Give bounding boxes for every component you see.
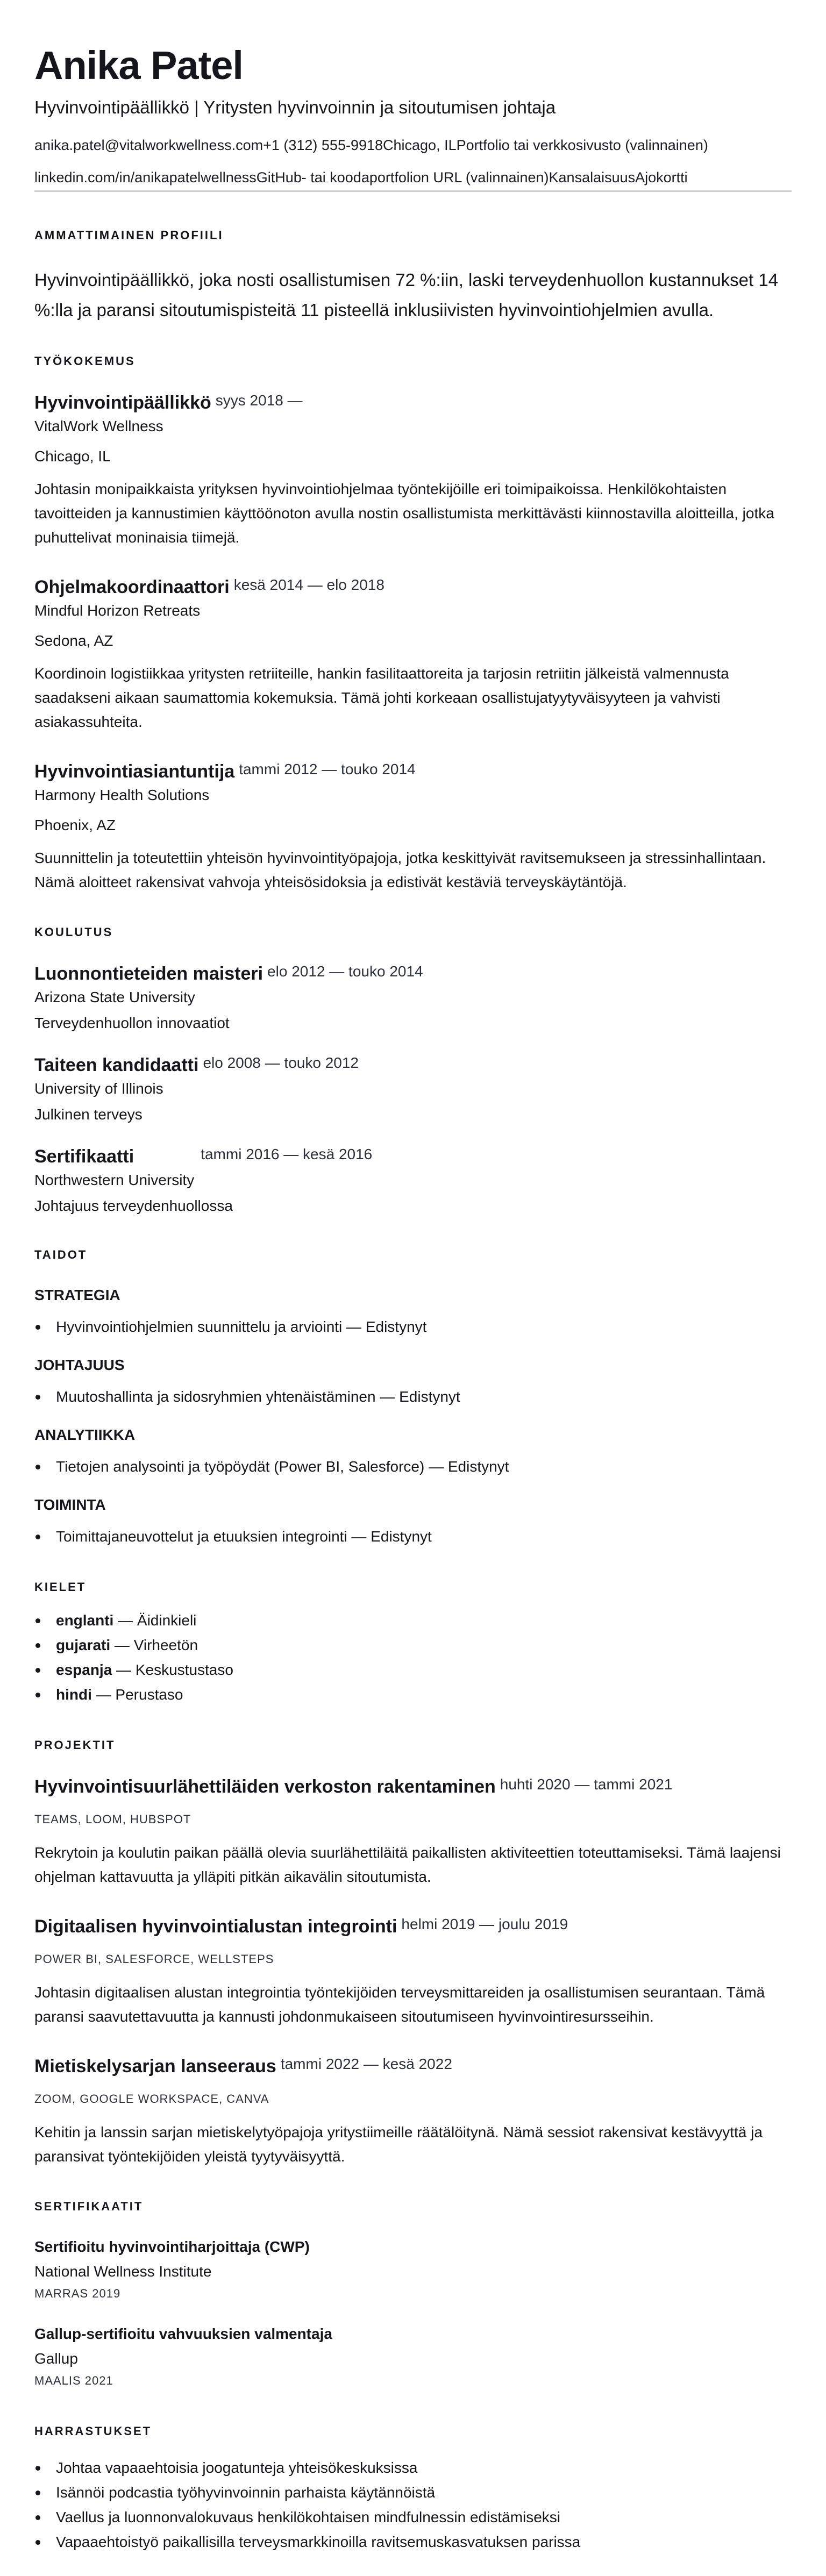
project-tech-stack: ZOOM, GOOGLE WORKSPACE, CANVA — [34, 2092, 269, 2106]
contact-linkedin[interactable]: linkedin.com/in/anikapatelwellness — [34, 169, 257, 185]
contact-drivers-license: Ajokortti — [635, 169, 688, 185]
job-description: Suunnittelin ja toteutettiin yhteisön hyvinvointityöpajoja, jotka keskittyivät ravitsemukseen ja stressinhallintaan. Nämä aloitteet rakensivat vahvoja yhteisösidoksia ja edistivät kestäviä terveyskäytäntöjä. — [34, 850, 766, 890]
job-dates: kesä 2014 — elo 2018 — [233, 576, 384, 593]
hobby-list — [34, 2456, 792, 2554]
experience-section — [34, 353, 792, 894]
experience-item — [34, 575, 792, 734]
language-item — [34, 1633, 792, 1658]
projects-section — [34, 1737, 792, 2168]
language-item — [34, 1658, 792, 1682]
certification-item — [34, 2236, 792, 2302]
education-section — [34, 924, 792, 1217]
contact-phone[interactable]: +1 (312) 555-9918 — [263, 137, 383, 153]
skill-item: Tietojen analysointi ja työpöydät (Power BI, Salesforce) — Edistynyt — [34, 1454, 792, 1479]
school-name: University of Illinois — [34, 1080, 163, 1097]
project-tech-stack: POWER BI, SALESFORCE, WELLSTEPS — [34, 1952, 274, 1966]
contact-row-primary — [34, 134, 792, 156]
profile-section — [34, 227, 792, 325]
project-item — [34, 1775, 792, 1889]
company-name: Harmony Health Solutions — [34, 787, 210, 803]
candidate-headline: Hyvinvointipäällikkö | Yritysten hyvinvoinnin ja sitoutumisen johtaja — [34, 97, 556, 117]
hobby-item: Isännöi podcastia työhyvinvoinnin parhaista käytännöistä — [34, 2480, 792, 2505]
job-location: Phoenix, AZ — [34, 817, 116, 833]
language-name: gujarati — [56, 1637, 111, 1653]
section-title: TAIDOT — [34, 1248, 88, 1261]
job-location: Chicago, IL — [34, 448, 111, 465]
field-of-study: Julkinen terveys — [34, 1106, 143, 1123]
job-title: Hyvinvointipäällikkö — [34, 393, 211, 413]
languages-section — [34, 1579, 792, 1707]
language-level: — Virheetön — [110, 1637, 198, 1653]
language-name: espanja — [56, 1661, 112, 1678]
section-title: SERTIFIKAATIT — [34, 2200, 144, 2213]
education-item — [34, 1053, 792, 1125]
project-item — [34, 2054, 792, 2168]
project-item — [34, 1915, 792, 2029]
contact-citizenship: Kansalaisuus — [549, 169, 636, 185]
certification-name: Gallup-sertifioitu vahvuuksien valmentaja — [34, 2325, 332, 2342]
project-tech-stack: TEAMS, LOOM, HUBSPOT — [34, 1813, 191, 1826]
experience-item — [34, 760, 792, 894]
education-item — [34, 1145, 792, 1217]
section-title: KOULUTUS — [34, 925, 113, 939]
job-title: Ohjelmakoordinaattori — [34, 577, 230, 597]
skill-group — [34, 1285, 792, 1339]
education-dates: tammi 2016 — kesä 2016 — [201, 1146, 373, 1162]
certification-issuer: Gallup — [34, 2350, 78, 2367]
school-name: Arizona State University — [34, 989, 195, 1005]
job-location: Sedona, AZ — [34, 632, 113, 649]
skill-category: TOIMINTA — [34, 1496, 106, 1513]
job-description: Johtasin monipaikkaista yrityksen hyvinvointiohjelmaa työntekijöille eri toimipaikoissa. Henkilökohtaisten tavoitteiden ja kannustimien käyttöönoton avulla nostin osallistumista merkittävästi kiinnostavilla aloitteilla, jotka puhuttelivat moninaisia tiimejä. — [34, 481, 774, 546]
certification-item — [34, 2323, 792, 2389]
degree-title: Luonnontieteiden maisteri — [34, 964, 264, 984]
school-name: Northwestern University — [34, 1172, 195, 1188]
candidate-name: Anika Patel — [34, 43, 243, 88]
section-title: PROJEKTIT — [34, 1738, 116, 1752]
project-description: Rekrytoin ja koulutin paikan päällä olevia suurlähettiläitä paikallisten aktiviteettien toteuttamiseksi. Tämä laajensi ohjelman kattavuutta ja ylläpiti pitkän aikavälin sitoutumista. — [34, 1844, 781, 1885]
skill-group — [34, 1354, 792, 1409]
project-name: Digitaalisen hyvinvointialustan integrointi — [34, 1916, 397, 1937]
language-level: — Äidinkieli — [113, 1612, 197, 1629]
contact-row-secondary — [34, 167, 792, 188]
company-name: Mindful Horizon Retreats — [34, 602, 201, 619]
skill-item: Hyvinvointiohjelmien suunnittelu ja arviointi — Edistynyt — [34, 1315, 792, 1339]
section-title: AMMATTIMAINEN PROFIILI — [34, 229, 224, 242]
skill-group — [34, 1494, 792, 1549]
contact-portfolio[interactable]: Portfolio tai verkkosivusto (valinnainen) — [456, 137, 708, 153]
project-description: Kehitin ja lanssin sarjan mietiskelytyöpajoja yritystiimeille räätälöitynä. Nämä sessiot rakensivat kestävyyttä ja paransivat työntekijöiden yleistä tyytyväisyyttä. — [34, 2124, 763, 2165]
language-name: englanti — [56, 1612, 114, 1629]
contact-email[interactable]: anika.patel@vitalworkwellness.com — [34, 137, 264, 153]
language-item — [34, 1608, 792, 1633]
job-title: Hyvinvointiasiantuntija — [34, 761, 235, 782]
project-name: Hyvinvointisuurlähettiläiden verkoston rakentaminen — [34, 1776, 496, 1797]
language-level: — Perustaso — [91, 1686, 183, 1703]
skill-category: STRATEGIA — [34, 1287, 120, 1303]
project-dates: huhti 2020 — tammi 2021 — [500, 1776, 673, 1793]
hobbies-section — [34, 2423, 792, 2554]
job-description: Koordinoin logistiikkaa yritysten retriiteille, hankin fasilitaattoreita ja tarjosin retriitin jälkeistä valmennusta saadakseni aikaan saumattomia kokemuksia. Tämä johti korkeaan osallistujatyytyväisyyteen ja vahvisti asiakassuhteita. — [34, 665, 729, 730]
certification-date: MARRAS 2019 — [34, 2287, 121, 2300]
skill-category: JOHTAJUUS — [34, 1357, 125, 1373]
education-dates: elo 2008 — touko 2012 — [203, 1054, 359, 1071]
education-dates: elo 2012 — touko 2014 — [267, 963, 423, 980]
project-name: Mietiskelysarjan lanseeraus — [34, 2056, 276, 2077]
profile-summary: Hyvinvointipäällikkö, joka nosti osallistumisen 72 %:iin, laski terveydenhuollon kustannukset 14 %:lla ja paransi sitoutumispisteitä 11 pisteellä inklusiivisten hyvinvointiohjelmien avulla. — [34, 270, 779, 320]
language-level: — Keskustustaso — [112, 1661, 233, 1678]
skill-item: Muutoshallinta ja sidosryhmien yhtenäistäminen — Edistynyt — [34, 1385, 792, 1409]
section-title: KIELET — [34, 1580, 87, 1594]
project-dates: helmi 2019 — joulu 2019 — [401, 1916, 568, 1932]
hobby-item: Johtaa vapaaehtoisia joogatunteja yhteisökeskuksissa — [34, 2456, 792, 2480]
skill-item: Toimittajaneuvottelut ja etuuksien integrointi — Edistynyt — [34, 1524, 792, 1549]
education-item — [34, 962, 792, 1034]
section-title: TYÖKOKEMUS — [34, 354, 136, 368]
experience-item — [34, 391, 792, 550]
certification-issuer: National Wellness Institute — [34, 2263, 212, 2280]
hobby-item: Vaellus ja luonnonvalokuvaus henkilökohtaisen mindfulnessin edistämiseksi — [34, 2505, 792, 2530]
certification-name: Sertifioitu hyvinvointiharjoittaja (CWP) — [34, 2238, 310, 2255]
skill-category: ANALYTIIKKA — [34, 1426, 136, 1443]
certification-date: MAALIS 2021 — [34, 2374, 113, 2387]
language-item — [34, 1682, 792, 1707]
section-title: HARRASTUKSET — [34, 2424, 152, 2438]
skills-section — [34, 1247, 792, 1549]
job-dates: tammi 2012 — touko 2014 — [239, 761, 416, 777]
degree-title: Sertifikaatti — [34, 1146, 134, 1167]
company-name: VitalWork Wellness — [34, 418, 163, 434]
header-divider — [34, 190, 792, 192]
field-of-study: Terveydenhuollon innovaatiot — [34, 1015, 230, 1031]
project-dates: tammi 2022 — kesä 2022 — [280, 2056, 452, 2072]
resume-header — [34, 43, 792, 192]
project-description: Johtasin digitaalisen alustan integrointia työntekijöiden terveysmittareiden ja osallistumisen seurantaan. Tämä paransi saavutettavuutta ja kannusti johdonmukaiseen sitoutumiseen hyvinvointiresursseihin. — [34, 1984, 765, 2025]
job-dates: syys 2018 — — [215, 392, 303, 409]
contact-location: Chicago, IL — [383, 137, 457, 153]
language-name: hindi — [56, 1686, 92, 1703]
skill-group — [34, 1424, 792, 1479]
certifications-section — [34, 2199, 792, 2389]
degree-title: Taiteen kandidaatti — [34, 1055, 199, 1075]
contact-github[interactable]: GitHub- tai koodaportfolion URL (valinnainen) — [256, 169, 549, 185]
hobby-item: Vapaaehtoistyö paikallisilla terveysmarkkinoilla ravitsemuskasvatuksen parissa — [34, 2530, 792, 2554]
field-of-study: Johtajuus terveydenhuollossa — [34, 1197, 233, 1214]
language-list — [34, 1608, 792, 1707]
